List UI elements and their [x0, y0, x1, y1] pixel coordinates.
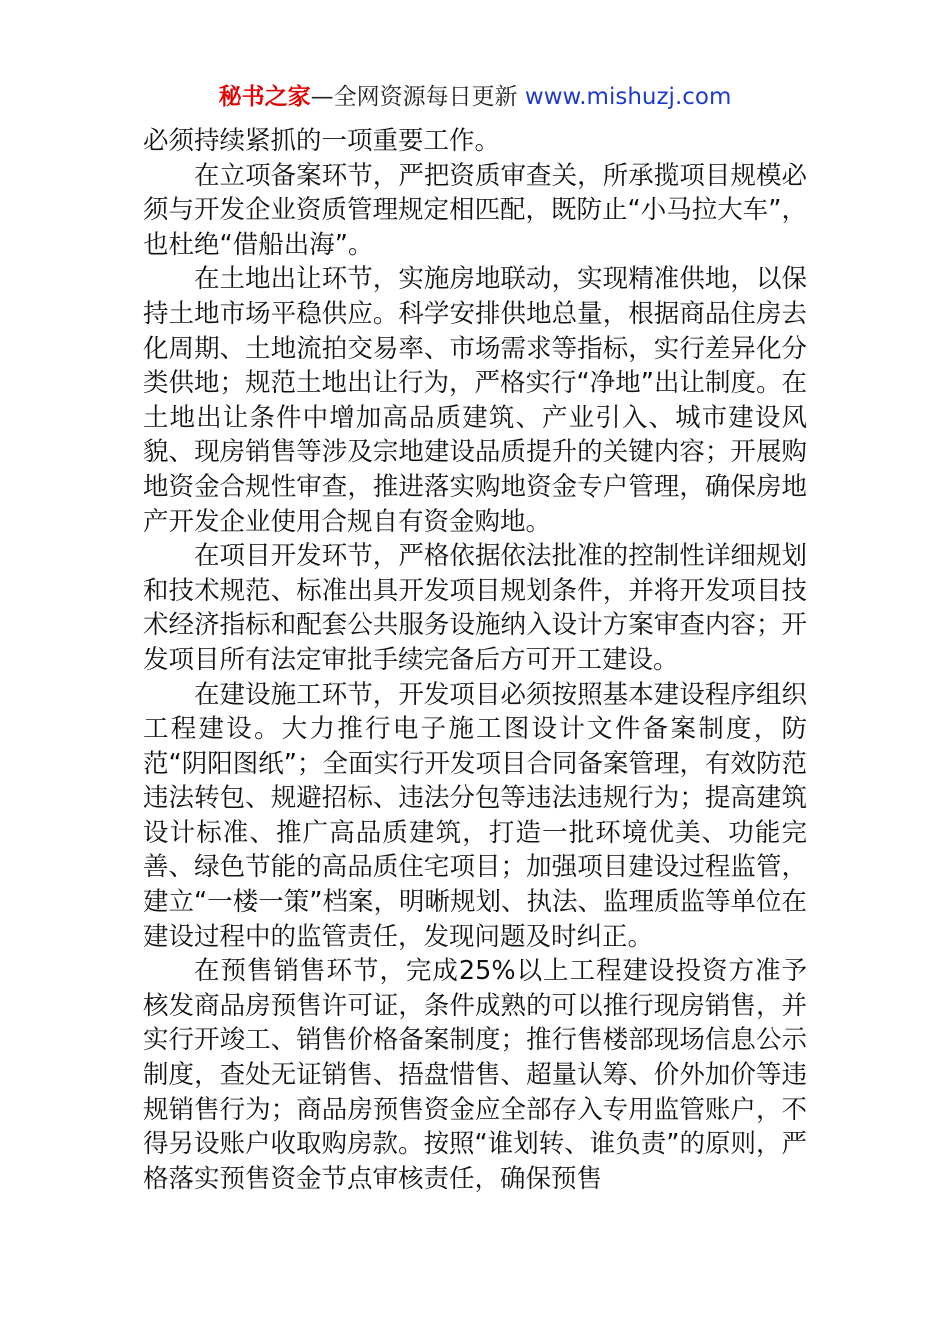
paragraph-land-transfer: 在土地出让环节，实施房地联动，实现精准供地，以保持土地市场平稳供应。科学安排供地总量，根据商品住房去化周期、土地流拍交易率、市场需求等指标，实行差异化分类供地；规范土地出让行为，严格实行“净地”出让制度。在土地出让条件中增加高品质建筑、产业引入、城市建设风貌、现房销售等涉及宗地建设品质提升的关键内容；开展购地资金合规性审查，推进落实购地资金专户管理，确保房地产开发企业使用合规自有资金购地。: [143, 264, 807, 537]
page-header: [0, 80, 950, 114]
paragraph-continuation: 必须持续紧抓的一项重要工作。: [143, 126, 501, 156]
paragraph-presale: 在预售销售环节，完成25%以上工程建设投资方准予核发商品房预售许可证，条件成熟的可以推行现房销售，并实行开竣工、销售价格备案制度；推行售楼部现场信息公示制度，查处无证销售、捂盘惜售、超量认筹、价外加价等违规销售行为；商品房预售资金应全部存入专用监管账户，不得另设账户收取购房款。按照“谁划转、谁负责”的原则，严格落实预售资金节点审核责任，确保预售: [143, 956, 807, 1194]
article-body: [143, 124, 807, 1196]
header-dash: —: [310, 84, 334, 110]
paragraph-project-filing: 在立项备案环节，严把资质审查关，所承揽项目规模必须与开发企业资质管理规定相匹配，既防止“小马拉大车”，也杜绝“借船出海”。: [143, 160, 807, 260]
header-tagline: 全网资源每日更新: [333, 84, 518, 110]
paragraph-construction: 在建设施工环节，开发项目必须按照基本建设程序组织工程建设。大力推行电子施工图设计文件备案制度，防范“阴阳图纸”；全面实行开发项目合同备案管理，有效防范违法转包、规避招标、违法分包等违法违规行为；提高建筑设计标准、推广高品质建筑，打造一批环境优美、功能完善、绿色节能的高品质住宅项目；加强项目建设过程监管，建立“一楼一策”档案，明晰规划、执法、监理质监等单位在建设过程中的监管责任，发现问题及时纠正。: [143, 679, 807, 952]
website-link[interactable]: www.mishuzj.com: [524, 84, 732, 110]
paragraph-project-development: 在项目开发环节，严格依据依法批准的控制性详细规划和技术规范、标准出具开发项目规划条件，并将开发项目技术经济指标和配套公共服务设施纳入设计方案审查内容；开发项目所有法定审批手续完备后方可开工建设。: [143, 541, 807, 675]
brand-name: 秘书之家: [218, 84, 311, 110]
